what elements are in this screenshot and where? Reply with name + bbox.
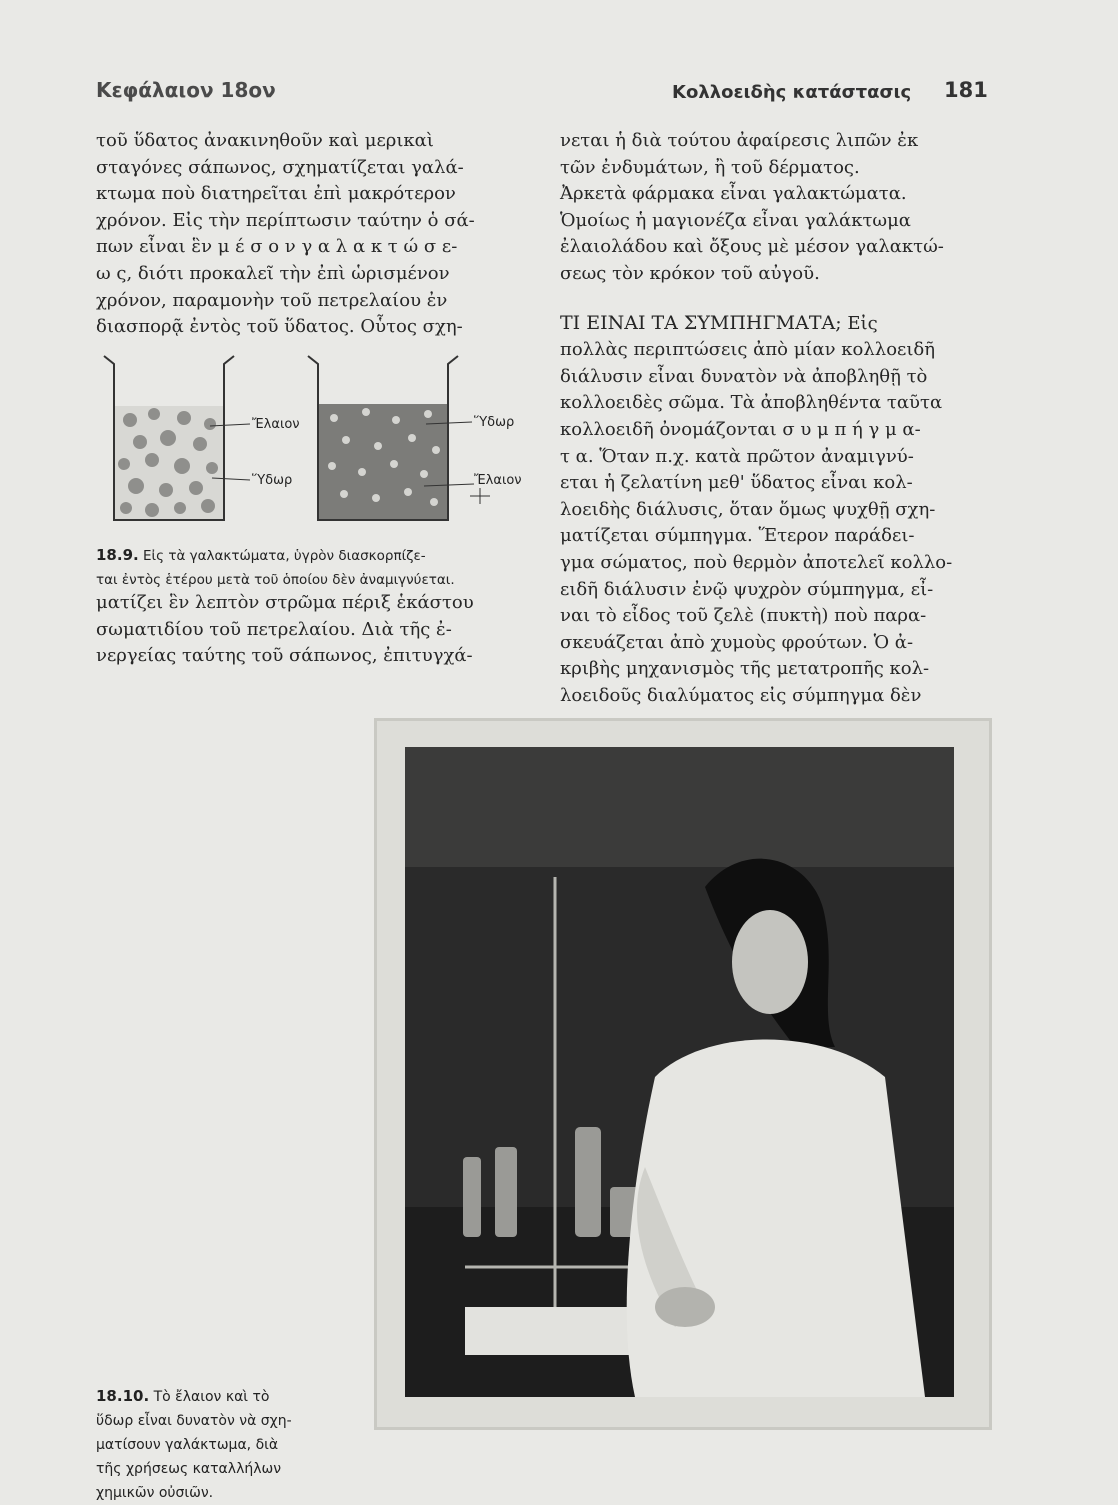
text-line: ω ς, διότι προκαλεῖ τὴν ἐπὶ ὡρισμένον [96, 262, 450, 284]
text-line: ἐλαιολάδου καὶ ὄξους μὲ μέσον γαλακτώ- [560, 236, 944, 258]
label-water-left: Ὕδωρ [252, 473, 293, 488]
text-line: λοειδὴς διάλυσις, ὅταν ὅμως ψυχθῇ σχη- [560, 498, 936, 520]
text-line: ματίζει ἓν λεπτὸν στρῶμα πέριξ ἑκάστου [96, 592, 474, 613]
text-line: κτωμα ποὺ διατηρεῖται ἐπὶ μακρότερον [96, 183, 456, 205]
caption-text: τῆς χρήσεως καταλλήλων [96, 1461, 282, 1477]
text-line: νεται ἡ διὰ τούτου ἀφαίρεσις λιπῶν ἐκ [560, 130, 919, 151]
text-line: Ἀρκετὰ φάρμακα εἶναι γαλακτώματα. [560, 183, 907, 205]
emulsion-beakers-diagram [96, 348, 546, 538]
text-line: εται ἡ ζελατίνη μεθ' ὕδατος εἶναι κολ- [560, 472, 913, 494]
text-line: τοῦ ὕδατος ἀνακινηθοῦν καὶ μερικαὶ [96, 130, 434, 151]
text-line: τῶν ἐνδυμάτων, ἢ τοῦ δέρματος. [560, 156, 860, 178]
left-column-bottom [96, 590, 504, 670]
caption-text: Εἰς τὰ γαλακτώματα, ὑγρὸν διασκορπίζε- [143, 548, 426, 564]
text-line: γμα σώματος, ποὺ θερμὸν ἀποτελεῖ κολλο- [560, 551, 953, 573]
section-heading-line [560, 310, 983, 338]
figure-18-10-caption [96, 1384, 358, 1505]
right-column [560, 128, 983, 709]
beaker-emulsion-dark [308, 356, 490, 520]
text-line: διάλυσιν εἶναι δυνατὸν νὰ ἀποβληθῇ τὸ [560, 365, 928, 387]
caption-number: 18.10. [96, 1387, 150, 1405]
text-line: κολλοειδὲς σῶμα. Τὰ ἀποβληθέντα ταῦτα [560, 392, 943, 414]
label-oil-right: Ἔλαιον [474, 473, 522, 488]
text-line: κολλοειδῆ ὀνομάζονται σ υ μ π ή γ μ α- [560, 418, 921, 440]
caption-text: ται ἐντὸς ἑτέρου μετὰ τοῦ ὁποίου δὲν ἀναμιγνύεται. [96, 572, 455, 588]
beaker-emulsion [104, 356, 250, 520]
laboratory-photo [405, 747, 954, 1397]
text-line: σκευάζεται ἀπὸ χυμοὺς φρούτων. Ὁ ἀ- [560, 631, 914, 653]
text-line: σεως τὸν κρόκον τοῦ αὐγοῦ. [560, 262, 820, 284]
label-oil-left: Ἔλαιον [252, 417, 300, 432]
left-column-top [96, 128, 504, 341]
text-line: πολλὰς περιπτώσεις ἀπὸ μίαν κολλοειδῆ [560, 339, 936, 361]
caption-number: 18.9. [96, 546, 139, 564]
text-line: ειδῆ διάλυσιν ἐνῷ ψυχρὸν σύμπηγμα, εἶ- [560, 578, 934, 600]
caption-text: χημικῶν οὐσιῶν. [96, 1485, 214, 1501]
text-line: πων εἶναι ἓν μ έ σ ο ν γ α λ α κ τ ώ σ ε- [96, 236, 458, 258]
caption-text: ματίσουν γαλάκτωμα, διὰ [96, 1437, 279, 1453]
text-fragment: Εἰς [841, 312, 878, 334]
text-line: ματίζεται σύμπηγμα. Ἕτερον παράδει- [560, 525, 915, 547]
caption-text: ὕδωρ εἶναι δυνατὸν νὰ σχη- [96, 1413, 292, 1429]
text-line: Ὁμοίως ἡ μαγιονέζα εἶναι γαλάκτωμα [560, 209, 911, 231]
text-line: λοειδοῦς διαλύματος εἰς σύμπηγμα δὲν [560, 684, 922, 706]
text-line: διασπορᾷ ἐντὸς τοῦ ὕδατος. Οὗτος σχη- [96, 316, 463, 338]
text-line: νεργείας ταύτης τοῦ σάπωνος, ἐπιτυγχά- [96, 645, 473, 667]
text-line: ναι τὸ εἶδος τοῦ ζελὲ (πυκτὴ) ποὺ παρα- [560, 605, 927, 627]
text-line: σταγόνες σάπωνος, σχηματίζεται γαλά- [96, 156, 464, 178]
section-title: Κολλοειδὴς κατάστασις [672, 82, 912, 103]
figure-18-9-caption [96, 543, 526, 592]
paragraph-gap [560, 288, 983, 310]
page-number: 181 [944, 78, 988, 102]
section-heading: ΤΙ ΕΙΝΑΙ ΤΑ ΣΥΜΠΗΓΜΑΤΑ; [560, 311, 842, 334]
caption-text: Τὸ ἔλαιον καὶ τὸ [149, 1389, 270, 1405]
text-line: τ α. Ὅταν π.χ. κατὰ πρῶτον ἀναμιγνύ- [560, 445, 914, 467]
chapter-heading: Κεφάλαιον 18ον [96, 78, 276, 102]
text-line: σωματιδίου τοῦ πετρελαίου. Διὰ τῆς ἐ- [96, 618, 452, 640]
text-line: χρόνον, παραμονὴν τοῦ πετρελαίου ἐν [96, 289, 448, 311]
text-line: χρόνον. Εἰς τὴν περίπτωσιν ταύτην ὁ σά- [96, 209, 475, 231]
text-line: κριβὴς μηχανισμὸς τῆς μετατροπῆς κολ- [560, 658, 930, 680]
label-water-right: Ὕδωρ [474, 415, 515, 430]
